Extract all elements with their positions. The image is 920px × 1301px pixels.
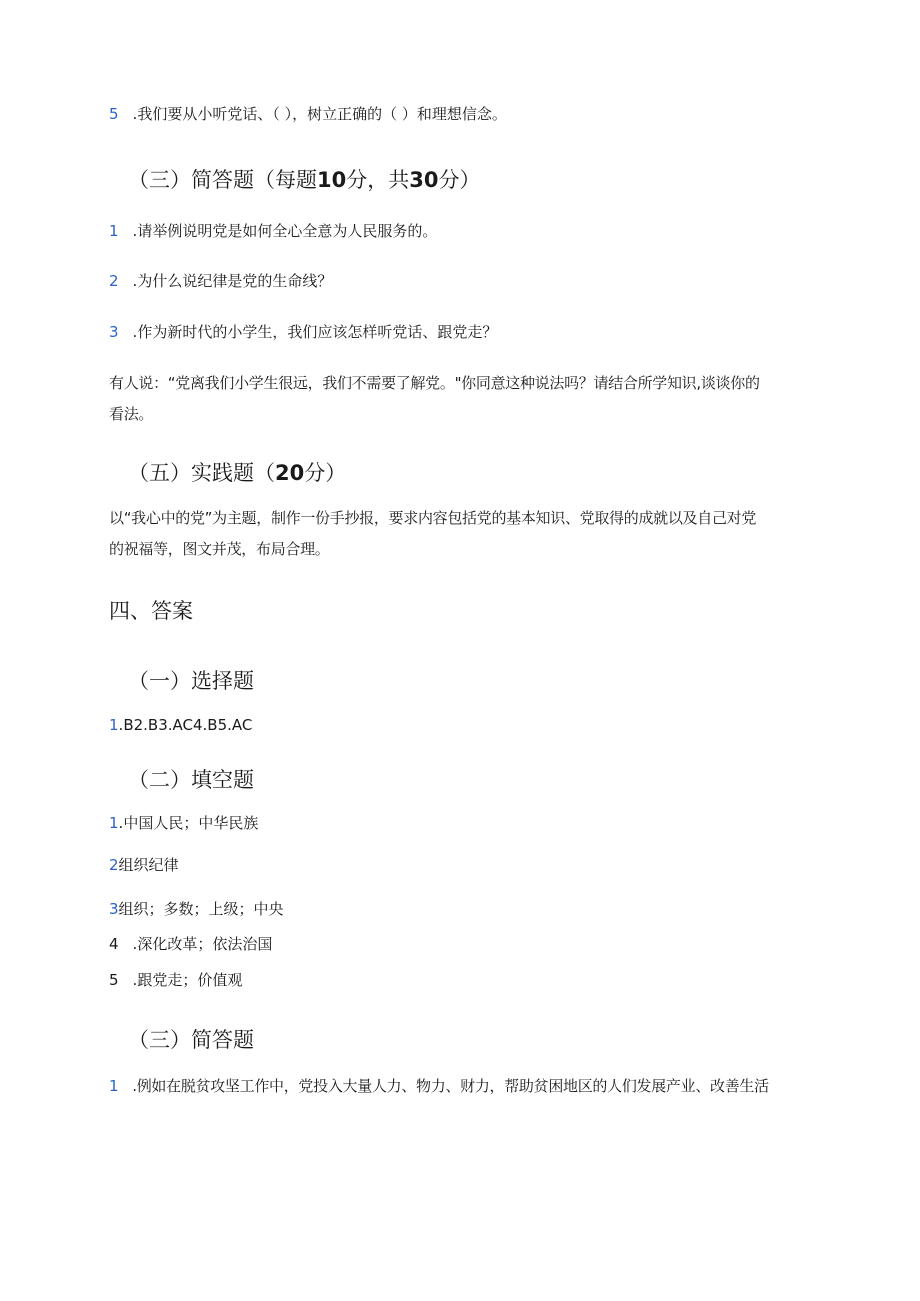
answer-number: 2	[109, 856, 119, 874]
short-answer-question-3	[109, 322, 497, 342]
answer-number: 5	[109, 971, 119, 989]
heading-text: （三）简答题（每题	[128, 168, 317, 192]
answers-fill-item-3	[109, 899, 284, 919]
answers-choice-heading: （一）选择题	[128, 669, 254, 693]
question-number: 5	[109, 105, 119, 123]
practice-line-2: 的祝福等，图文并茂，布局合理。	[109, 540, 330, 558]
question-number: 3	[109, 323, 119, 341]
practice-line-1: 以“我心中的党”为主题，制作一份手抄报，要求内容包括党的基本知识、党取得的成就以及自己对党	[109, 509, 757, 527]
discussion-line-2: 看法。	[109, 405, 154, 423]
answer-number: 3	[109, 900, 119, 918]
question-number: 1	[109, 222, 119, 240]
question-text: .作为新时代的小学生，我们应该怎样听党话、跟党走？	[132, 323, 498, 341]
answers-fill-item-2	[109, 855, 179, 875]
question-text: .为什么说纪律是党的生命线？	[132, 272, 333, 290]
answer-number: 1	[109, 716, 119, 734]
answers-fill-item-4	[109, 934, 272, 954]
heading-text-close: 分）	[438, 168, 481, 192]
answers-short-item-1	[109, 1076, 769, 1096]
answer-text: .例如在脱贫攻坚工作中，党投入大量人力、物力、财力，帮助贫困地区的人们发展产业、改善生活	[132, 1077, 769, 1095]
answers-choice-line	[109, 715, 252, 735]
heading-text-mid: 分，共	[346, 168, 410, 192]
answer-text: 组织；多数；上级；中央	[118, 900, 284, 918]
answers-short-heading: （三）简答题	[128, 1028, 254, 1052]
answers-fill-item-1	[109, 813, 258, 833]
answer-number: 4	[109, 935, 119, 953]
heading-text-close: 分）	[304, 461, 347, 485]
question-text: .我们要从小听党话、（ ），树立正确的（ ）和理想信念。	[132, 105, 507, 123]
answer-number: 1	[109, 1077, 119, 1095]
answer-number: 1	[109, 814, 119, 832]
heading-text: （五）实践题（	[128, 461, 275, 485]
discussion-question	[109, 368, 809, 430]
short-answer-question-2	[109, 271, 332, 291]
answer-text: .中国人民；中华民族	[118, 814, 259, 832]
fill-blank-question-5	[109, 104, 507, 124]
heading-total: 30	[409, 168, 439, 192]
section-heading-practice	[128, 459, 346, 487]
practice-question	[109, 503, 809, 565]
answer-text: .深化改革；依法治国	[132, 935, 273, 953]
heading-score: 20	[275, 461, 305, 485]
section-heading-short-answer	[128, 166, 480, 194]
answer-text: 组织纪律	[118, 856, 179, 874]
answer-text: .B2.B3.AC4.B5.AC	[118, 716, 253, 734]
heading-score: 10	[317, 168, 347, 192]
answers-fill-item-5	[109, 970, 242, 990]
question-text: .请举例说明党是如何全心全意为人民服务的。	[132, 222, 438, 240]
answer-text: .跟党走；价值观	[132, 971, 243, 989]
answers-fill-heading: （二）填空题	[128, 768, 254, 792]
discussion-line-1: 有人说：“党离我们小学生很远，我们不需要了解党。"你同意这种说法吗？请结合所学知识,谈谈你的	[109, 374, 760, 392]
short-answer-question-1	[109, 221, 437, 241]
question-number: 2	[109, 272, 119, 290]
answers-title: 四、答案	[109, 599, 193, 623]
